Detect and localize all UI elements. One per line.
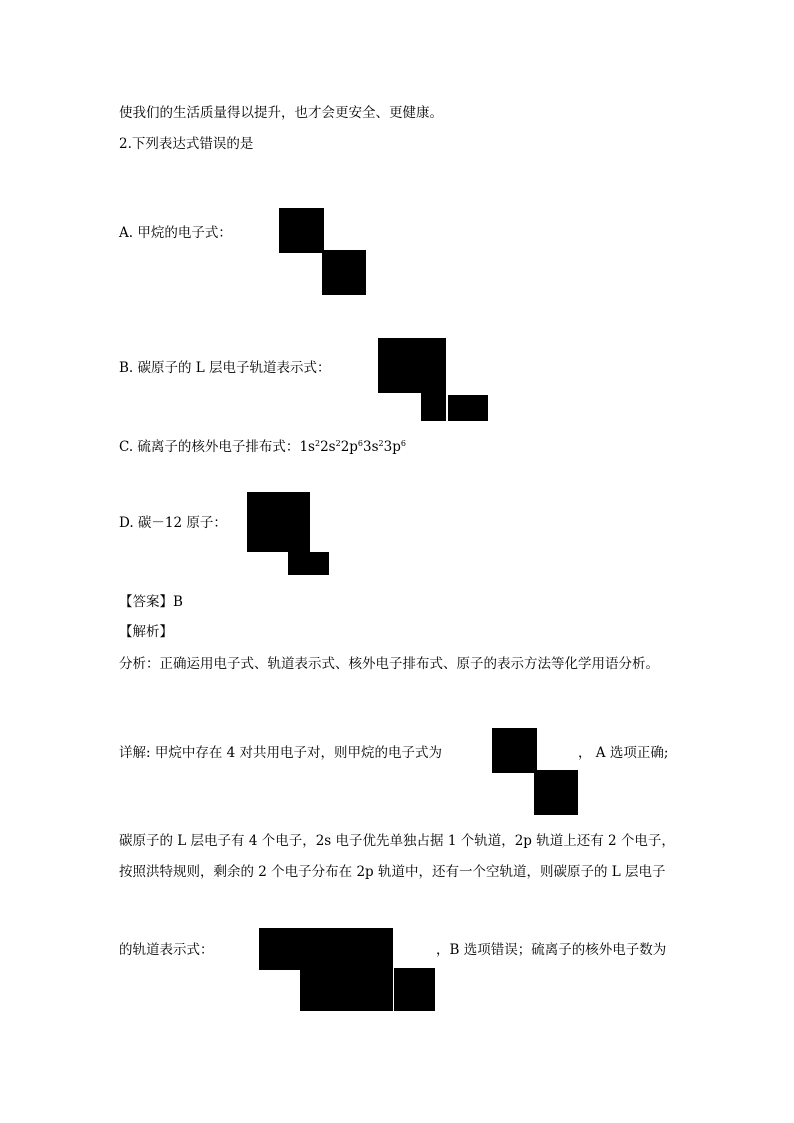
analysis-text: 分析：正确运用电子式、轨道表示式、核外电子排布式、原子的表示方法等化学用语分析。 [119, 656, 659, 672]
option-c [119, 438, 406, 456]
detail-line-1: 详解: 甲烷中存在 4 对共用电子对，则甲烷的电子式为 [119, 745, 443, 761]
methane-electron-formula-image-part1 [279, 208, 324, 253]
option-b: B. 碳原子的 L 层电子轨道表示式： [119, 360, 331, 376]
text-line: 使我们的生活质量得以提升，也才会更安全、更健康。 [119, 105, 443, 121]
detail-line-2: 碳原子的 L 层电子有 4 个电子，2s 电子优先单独占据 1 个轨道，2p 轨道上还有 2 个电子， [119, 833, 675, 849]
option-d: D. 碳－12 原子： [119, 515, 227, 531]
detail-line-4: 的轨道表示式： [119, 942, 214, 958]
orbital-diagram-image-part2 [421, 393, 446, 421]
orbital-formula-image-part1 [259, 928, 393, 970]
carbon12-symbol-image-part1 [247, 492, 310, 552]
detail-line-1-tail: ， A 选项正确; [578, 745, 669, 761]
methane-formula-image-part1 [492, 728, 537, 773]
electron-configuration: $1s^22s^22p^63s^23p^6$ [299, 439, 406, 455]
orbital-diagram-image-part1 [378, 338, 446, 393]
detail-line-3: 按照洪特规则，剩余的 2 个电子分布在 2p 轨道中，还有一个空轨道，则碳原子的 L 层电子 [119, 864, 666, 880]
methane-formula-image-part2 [534, 770, 578, 815]
orbital-formula-image-part2 [300, 968, 393, 1011]
methane-electron-formula-image-part2 [322, 250, 366, 295]
answer-line: 【答案】B [119, 594, 183, 610]
question-text: 2.下列表达式错误的是 [119, 136, 254, 152]
option-c-label: C. 硫离子的核外电子排布式： [119, 439, 300, 455]
carbon12-symbol-image-part2 [288, 552, 329, 575]
analysis-heading: 【解析】 [119, 624, 173, 640]
detail-line-4-tail: ，B 选项错误；硫离子的核外电子数为 [436, 942, 667, 958]
orbital-formula-image-part3 [394, 968, 435, 1011]
option-a: A. 甲烷的电子式： [119, 225, 232, 241]
orbital-diagram-image-part3 [448, 395, 488, 421]
